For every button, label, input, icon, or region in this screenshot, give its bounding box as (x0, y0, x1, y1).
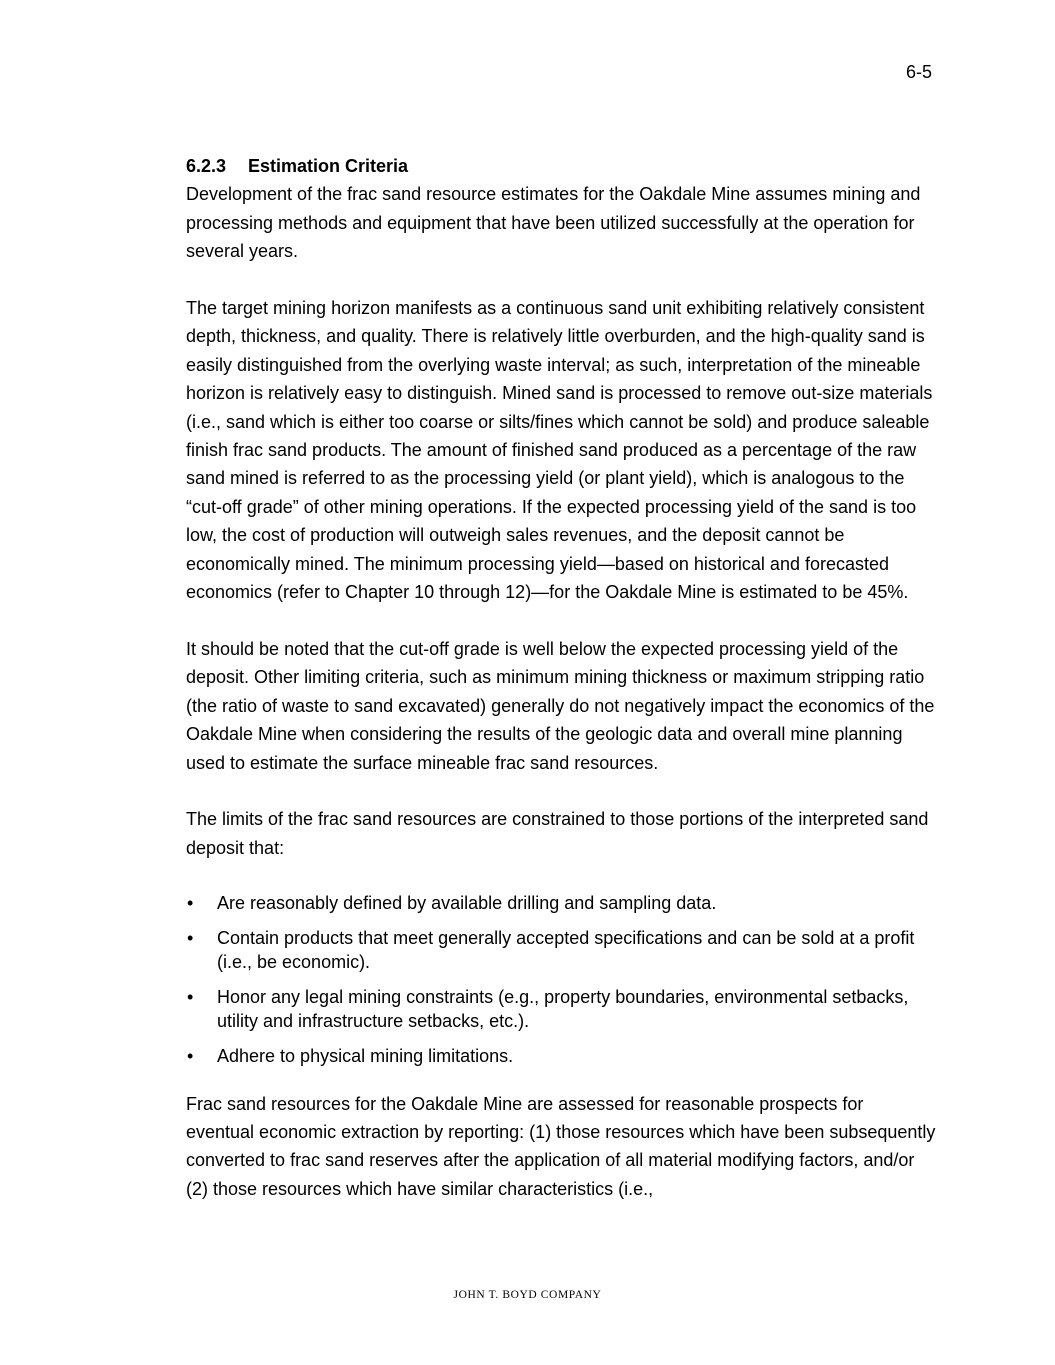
section-number: 6.2.3 (186, 156, 227, 176)
page-footer: JOHN T. BOYD COMPANY (453, 1289, 602, 1301)
paragraph-target-horizon: The target mining horizon manifests as a continuous sand unit exhibiting relatively consistent depth, thickness, and quality. There is relatively little overburden, and the high-quality sand is easily distinguished from the overlying waste interval; as such, interpretation of the mineable horizon is relatively easy to distinguish. Mined sand is processed to remove out-size materials (i.e., sand which is either too coarse or silts/fines which cannot be sold) and produce saleable finish frac sand products. The amount of finished sand produced as a percentage of the raw sand mined is referred to as the processing yield (or plant yield), which is analogous to the “cut-off grade” of other mining operations. If the expected processing yield of the sand is too low, the cost of production will outweigh sales revenues, and the deposit cannot be economically mined. The minimum processing yield—based on historical and forecasted economics (refer to Chapter 10 through 12)—for the Oakdale Mine is estimated to be 45%. (186, 298, 933, 603)
section-title: Estimation Criteria (248, 156, 409, 176)
section-heading (186, 152, 936, 180)
bullet-icon: • (187, 986, 194, 1007)
list-item: • Honor any legal mining constraints (e.g., property boundaries, environmental setbacks, utility and infrastructure setbacks, etc.). (187, 986, 909, 1031)
document-body (186, 152, 936, 1232)
bullet-icon: • (187, 927, 194, 948)
bullet-icon: • (187, 1045, 194, 1066)
list-item: • Contain products that meet generally accepted specifications and can be sold at a profit (i.e., be economic). (187, 927, 915, 972)
paragraph-cutoff-grade: It should be noted that the cut-off grade is well below the expected processing yield of the deposit. Other limiting criteria, such as minimum mining thickness or maximum stripping ratio (the ratio of waste to sand excavated) generally do not negatively impact the economics of the Oakdale Mine when considering the results of the geologic data and overall mine planning used to estimate the surface mineable frac sand resources. (186, 638, 935, 773)
list-item: • Adhere to physical mining limitations. (187, 1045, 514, 1066)
list-item: • Are reasonably defined by available drilling and sampling data. (187, 892, 717, 913)
paragraph-reasonable-prospects: Frac sand resources for the Oakdale Mine are assessed for reasonable prospects for eventual economic extraction by reporting: (1) those resources which have been subsequently converted to frac sand reserves after the application of all material modifying factors, and/or (2) those resources which have similar characteristics (i.e., (186, 1093, 936, 1199)
page-number: 6-5 (905, 62, 932, 82)
bullet-icon: • (187, 892, 194, 913)
criteria-list (186, 891, 936, 1068)
paragraph-resource-limits: The limits of the frac sand resources are constrained to those portions of the interpreted sand deposit that: (186, 809, 929, 858)
paragraph-development: Development of the frac sand resource estimates for the Oakdale Mine assumes mining and processing methods and equipment that have been utilized successfully at the operation for several years. (186, 184, 921, 262)
